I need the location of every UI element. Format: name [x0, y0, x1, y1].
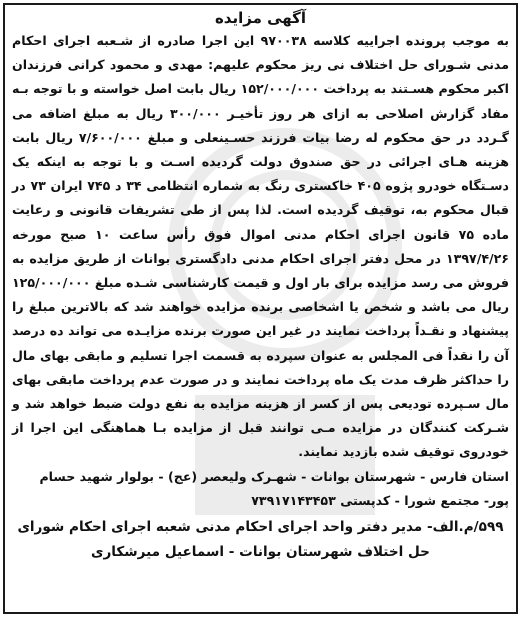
- signature-line-1: ۵۹۹/م.الف- مدیر دفتر واحد اجرای احکام مدنی شعبه اجرای احکام شورای: [17, 519, 504, 536]
- signature-line-2: حل اختلاف شهرستان بوانات - اسماعیل میرشکاری: [91, 544, 430, 561]
- notice-signature: [5, 513, 516, 565]
- notice-frame: [3, 3, 518, 614]
- notice-address: استان فارس - شهرستان بوانات - شهـرک ولیعصر (عج) - بولوار شهید حسام پور- مجتمع شورا - کدپستی ۷۳۹۱۷۱۴۳۴۵۳: [39, 468, 509, 508]
- notice-body: به موجب پرونده اجراییه کلاسه ۹۷۰۰۳۸ این اجرا صادره از شـعبه اجرای احکام مدنی شـورای حل اختلاف نی ریز محکوم علیهم: مهدی و محمود کرانی فرزندان اکبر محکوم هسـتند به پرداخت ۱۵۲/۰۰۰/۰۰۰ ریال بابت اصل خواسته و با توجه بـه مفاد گزارش اصلاحی به ازای هر روز تأخیـر ۳۰۰/۰۰۰ ریال به مبلغ اضافه می گـردد در حق محکوم له رضا بیات فرزند حسـینعلی و مبلغ ۷/۶۰۰/۰۰۰ ریال بابت هزینه هـای اجرائی در حق صندوق دولت گردیده اسـت و با توجه به اینکه یک دسـتگاه خودرو پژوه ۴۰۵ خاکستری رنگ به شماره انتظامی ۳۴ د ۷۴۵ ایران ۷۳ در قبال محکوم به، توقیف گردیده است. لذا پس از طی تشریفات قانونی و رعایت ماده ۷۵ قانون اجرای احکام مدنی اموال فوق رأس ساعت ۱۰ صبح مورخه ۱۳۹۷/۴/۲۶ در محل دفتر اجرای احکام مدنی دادگستری بوانات از طریق مزایده به فروش می رسد مزایده برای بار اول و قیمت کارشناسی شـده مبلغ ۱۲۵/۰۰۰/۰۰۰ ریال می باشد و شخص یا اشخاصی برنده مزایده خواهند شد که بالاترین مبلغ را پیشنهاد و نقـداً پرداخت نمایند در غیر این صورت برنده مزایـده می تواند ده درصد آن را نقداً فی المجلس به عنوان سپرده به قسمت اجرا تسلیم و مابقی بهای مال را حداکثر ظرف مدت یک ماه پرداخت نمایند و در صورت عدم پرداخت مابقی بهای مال سـپرده تودیعی پس از کسر از هزینه مزایده به نفع دولت ضبط خواهد شد و شـرکت کنندگان در مزایده مـی توانند قبل از مزایده بـا هماهنگی این اجرا از خودروی توقیف شده بازدید نمایند.: [12, 33, 510, 460]
- notice-title: آگهی مزایده: [214, 9, 307, 27]
